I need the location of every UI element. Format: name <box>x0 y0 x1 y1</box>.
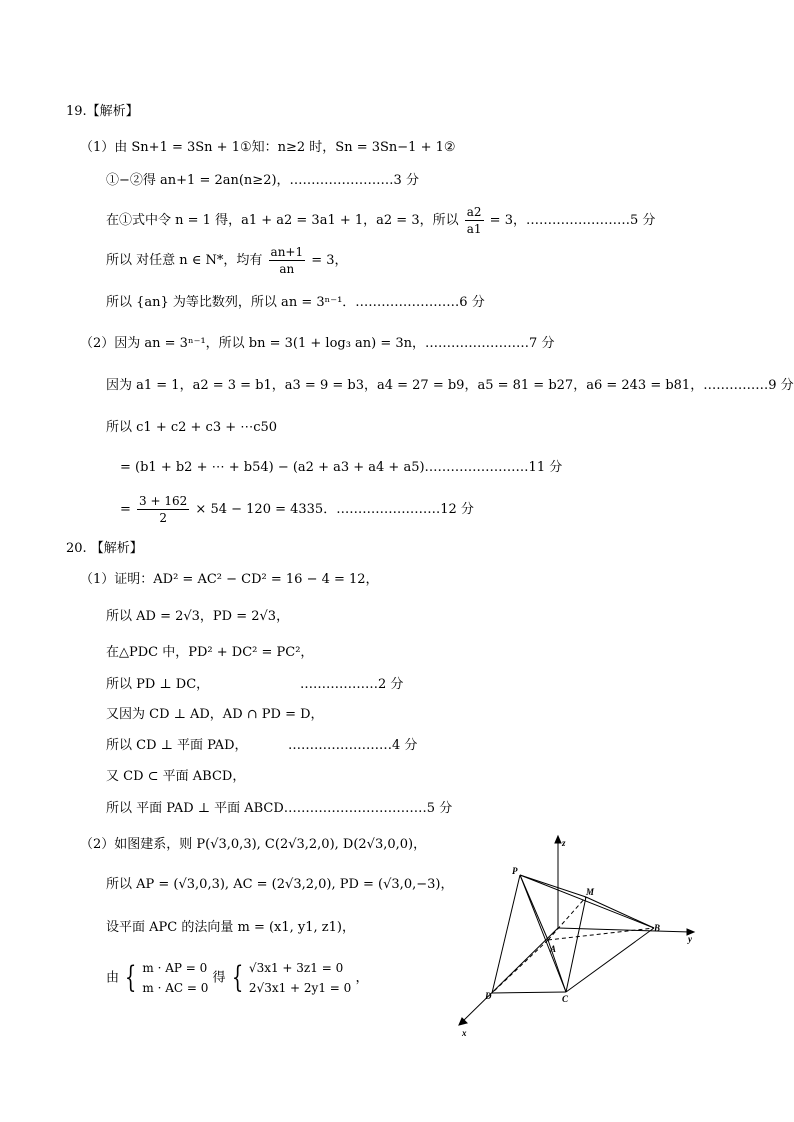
label-D: D <box>485 991 492 1001</box>
pyramid-diagram <box>450 830 710 1040</box>
edge-AM <box>548 897 586 940</box>
q20-line7: 又 CD ⊂ 平面 ABCD， <box>106 769 246 784</box>
label-B: B <box>654 923 661 933</box>
label-C: C <box>562 994 569 1004</box>
q19-p1-line3: 在①式中令 n = 1 得，a1 + a2 = 3a1 + 1，a2 = 3，所以 $\frac{a2}{a1}$ = 3，……………………5 分 <box>106 205 656 236</box>
q20-line10: 所以 AP = (√3,0,3), AC = (2√3,2,0), PD = (√3,0,−3)， <box>106 877 454 892</box>
q19-p1-line1: （1）由 Sn+1 = 3Sn + 1①知：n≥2 时，Sn = 3Sn−1 + 1② <box>80 140 456 155</box>
q19-p1-line4: 所以 对任意 n ∈ N*，均有 $\frac{an+1}{an}$ = 3， <box>106 245 348 276</box>
q20-line6: 所以 CD ⊥ 平面 PAD， <box>106 738 248 753</box>
q20-line9: （2）如图建系，则 P(√3,0,3), C(2√3,2,0), D(2√3,0,0)， <box>80 837 427 852</box>
edge-PB <box>520 875 654 928</box>
q19-p1-line5: 所以 {an} 为等比数列，所以 an = 3ⁿ⁻¹．……………………6 分 <box>106 295 485 310</box>
equation-system-1: m · AP = 0 m · AC = 0 <box>142 961 209 995</box>
edge-PM <box>520 875 586 897</box>
q19-p2-line2: 因为 a1 = 1，a2 = 3 = b1，a3 = 9 = b3，a4 = 27 = b9，a5 = 81 = b27，a6 = 243 = b81，……………9 分 <box>106 378 794 393</box>
q20-line5: 又因为 CD ⊥ AD，AD ∩ PD = D， <box>106 707 324 722</box>
q20-heading: 20. 【解析】 <box>66 541 143 556</box>
edge-MB <box>586 897 654 928</box>
z-arrow <box>555 836 561 843</box>
edge-PD <box>492 875 520 993</box>
x-axis <box>462 928 558 1022</box>
fraction-a2-a1: $\frac{a2}{a1}$ <box>466 205 482 236</box>
label-A: A <box>550 944 557 954</box>
edge-MC <box>566 897 586 992</box>
label-z: z <box>562 838 566 848</box>
y-axis <box>558 928 690 932</box>
q20-line11: 设平面 APC 的法向量 m = (x1, y1, z1)， <box>106 920 355 935</box>
fraction-sum: $\frac{3 + 162}{2}$ <box>139 494 188 525</box>
left-brace: { <box>124 960 137 995</box>
q20-line12: 由 { m · AP = 0 m · AC = 0 得 { √3x1 + 3z1 = 0 2√3x1 + 2y1 = 0 ， <box>106 958 368 998</box>
label-y: y <box>688 934 692 944</box>
q19-p2-line4: = (b1 + b2 + ⋯ + b54) − (a2 + a3 + a4 + a5)……………………11 分 <box>120 460 563 475</box>
q19-p2-line3: 所以 c1 + c2 + c3 + ⋯c50 <box>106 420 278 435</box>
q20-line4-score: ………………2 分 <box>300 677 404 692</box>
equation-system-2: √3x1 + 3z1 = 0 2√3x1 + 2y1 = 0 <box>248 961 352 995</box>
label-P: P <box>512 866 518 876</box>
q19-heading: 19.【解析】 <box>66 104 139 119</box>
left-brace: { <box>231 960 243 995</box>
q19-p2-line1: （2）因为 an = 3ⁿ⁻¹，所以 bn = 3(1 + log₃ an) = 3n，……………………7 分 <box>80 336 555 351</box>
fraction-ratio: $\frac{an+1}{an}$ <box>270 245 304 276</box>
edge-CB <box>566 928 654 992</box>
q20-line4: 所以 PD ⊥ DC， <box>106 677 210 692</box>
label-x: x <box>462 1028 467 1038</box>
q20-line8: 所以 平面 PAD ⊥ 平面 ABCD……………………………5 分 <box>106 801 453 816</box>
edge-DC <box>492 992 566 993</box>
x-arrow <box>459 1018 467 1025</box>
q20-line3: 在△PDC 中，PD² + DC² = PC²， <box>106 645 314 660</box>
q19-p2-line5: = $\frac{3 + 162}{2}$ × 54 − 120 = 4335．……………………12 分 <box>120 494 474 525</box>
q20-line6-score: ……………………4 分 <box>288 738 418 753</box>
label-M: M <box>586 887 595 897</box>
q20-line2: 所以 AD = 2√3，PD = 2√3， <box>106 609 290 624</box>
q19-p1-line2: ①−②得 an+1 = 2an(n≥2)，……………………3 分 <box>106 173 419 188</box>
edge-AD <box>492 940 548 993</box>
q20-line1: （1）证明：AD² = AC² − CD² = 16 − 4 = 12， <box>80 572 379 587</box>
